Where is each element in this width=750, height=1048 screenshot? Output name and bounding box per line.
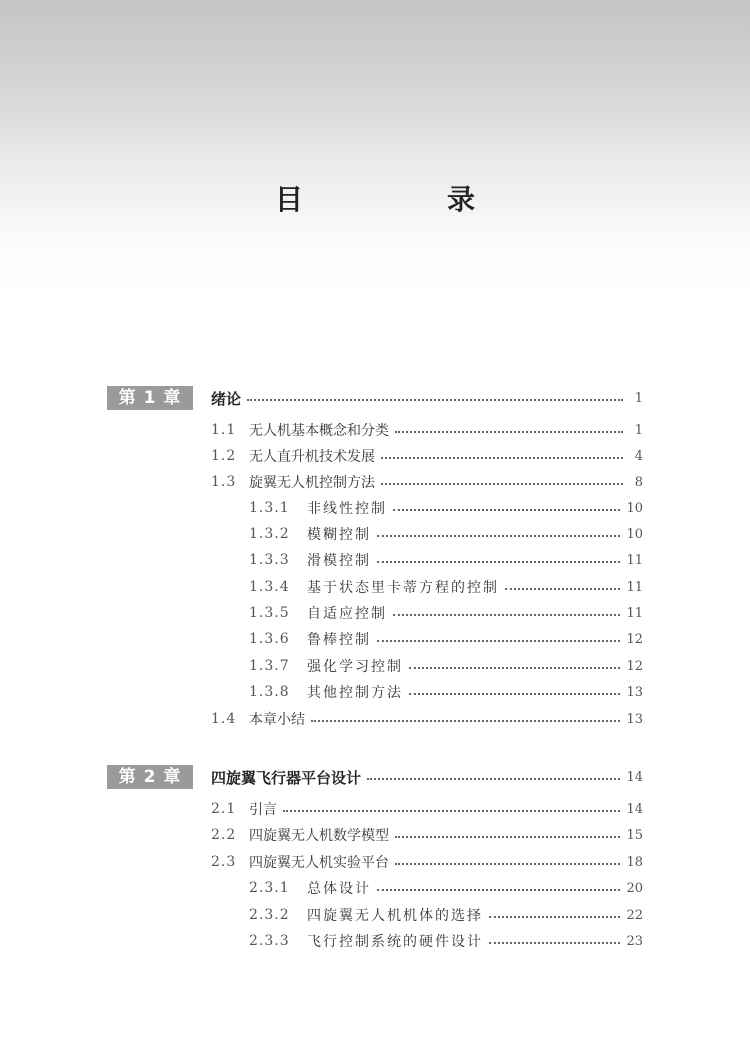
section-number: 1.3.5	[249, 605, 290, 621]
leader-dots	[505, 588, 620, 590]
toc-entry[interactable]	[249, 680, 643, 704]
page-number: 8	[634, 474, 643, 490]
page-number: 12	[626, 658, 643, 674]
leader-dots	[395, 863, 620, 865]
section-title: 无人机基本概念和分类	[249, 423, 389, 439]
section-title: 飞行控制系统的硬件设计	[307, 934, 483, 950]
section-title: 总体设计	[307, 881, 371, 897]
toc-entry[interactable]	[249, 522, 643, 546]
section-title: 四旋翼无人机机体的选择	[307, 908, 483, 924]
section-number: 2.3	[211, 854, 237, 870]
section-number: 1.2	[211, 448, 237, 464]
leader-dots	[393, 509, 620, 511]
leader-dots	[247, 399, 623, 401]
chapter-title: 四旋翼飞行器平台设计	[211, 768, 362, 787]
chapter-badge: 第 1 章	[107, 386, 193, 410]
section-title: 强化学习控制	[307, 659, 403, 675]
page-number: 10	[626, 526, 643, 542]
section-title: 其他控制方法	[307, 685, 403, 701]
section-number: 1.3.6	[249, 631, 290, 647]
section-title: 鲁棒控制	[307, 632, 371, 648]
toc-entry[interactable]	[211, 823, 643, 847]
page-number: 23	[626, 933, 643, 949]
section-number: 1.3.3	[249, 552, 290, 568]
page-number: 1	[634, 390, 643, 406]
section-title: 滑模控制	[307, 553, 371, 569]
page-number: 11	[626, 579, 643, 595]
section-number: 1.3.2	[249, 526, 290, 542]
page-number: 22	[626, 907, 643, 923]
toc-entry[interactable]	[211, 444, 643, 468]
leader-dots	[367, 778, 620, 780]
leader-dots	[381, 457, 623, 459]
section-title: 本章小结	[249, 712, 305, 728]
leader-dots	[283, 810, 620, 812]
toc-entry[interactable]	[249, 575, 643, 599]
section-title: 四旋翼无人机数学模型	[249, 828, 389, 844]
leader-dots	[311, 720, 620, 722]
leader-dots	[489, 942, 620, 944]
leader-dots	[409, 667, 620, 669]
page-number: 11	[626, 552, 643, 568]
section-title: 旋翼无人机控制方法	[249, 475, 375, 491]
toc-entry[interactable]	[249, 903, 643, 927]
toc-entry[interactable]	[249, 601, 643, 625]
section-number: 1.3.8	[249, 684, 290, 700]
page-number: 1	[634, 422, 643, 438]
section-title: 自适应控制	[307, 606, 387, 622]
toc-entry[interactable]	[211, 418, 643, 442]
leader-dots	[393, 614, 620, 616]
section-number: 1.1	[211, 422, 237, 438]
section-title: 模糊控制	[307, 527, 371, 543]
section-number: 2.3.1	[249, 880, 290, 896]
page-number: 13	[626, 684, 643, 700]
leader-dots	[395, 836, 620, 838]
toc-entry[interactable]	[211, 470, 643, 494]
section-number: 1.3.1	[249, 500, 290, 516]
toc-chapter-1[interactable]	[211, 386, 643, 410]
section-title: 引言	[249, 802, 277, 818]
toc-entry[interactable]	[249, 654, 643, 678]
section-title: 非线性控制	[307, 501, 387, 517]
leader-dots	[377, 561, 620, 563]
page-number: 11	[626, 605, 643, 621]
section-title: 四旋翼无人机实验平台	[249, 855, 389, 871]
toc-entry[interactable]	[211, 850, 643, 874]
page-number: 18	[626, 854, 643, 870]
toc-entry[interactable]	[249, 627, 643, 651]
toc-entry[interactable]	[211, 707, 643, 731]
page-number: 10	[626, 500, 643, 516]
page-number: 20	[626, 880, 643, 896]
section-number: 2.3.2	[249, 907, 290, 923]
page-number: 15	[626, 827, 643, 843]
toc-entry[interactable]	[211, 797, 643, 821]
toc-chapter-2[interactable]	[211, 765, 643, 789]
section-title: 无人直升机技术发展	[249, 449, 375, 465]
leader-dots	[377, 889, 620, 891]
leader-dots	[377, 535, 620, 537]
page-number: 13	[626, 711, 643, 727]
toc-entry[interactable]	[249, 929, 643, 953]
section-number: 1.4	[211, 711, 237, 727]
page-title: 目 录	[274, 183, 533, 216]
page-number: 14	[626, 801, 643, 817]
section-title: 基于状态里卡蒂方程的控制	[307, 580, 499, 596]
section-number: 2.2	[211, 827, 237, 843]
section-number: 1.3	[211, 474, 237, 490]
leader-dots	[381, 483, 623, 485]
page-number: 4	[634, 448, 643, 464]
section-number: 2.3.3	[249, 933, 290, 949]
leader-dots	[489, 916, 620, 918]
section-number: 2.1	[211, 801, 237, 817]
toc-entry[interactable]	[249, 548, 643, 572]
chapter-title: 绪论	[211, 389, 242, 408]
chapter-badge: 第 2 章	[107, 765, 193, 789]
section-number: 1.3.4	[249, 579, 290, 595]
leader-dots	[377, 640, 620, 642]
leader-dots	[409, 693, 620, 695]
toc-entry[interactable]	[249, 496, 643, 520]
page-number: 14	[626, 769, 643, 785]
toc-entry[interactable]	[249, 876, 643, 900]
section-number: 1.3.7	[249, 658, 290, 674]
leader-dots	[395, 431, 623, 433]
page-number: 12	[626, 631, 643, 647]
